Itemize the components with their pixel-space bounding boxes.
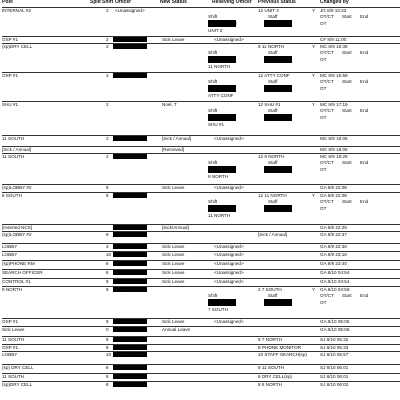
ot-ct-label: OT/CT [320,79,334,84]
relieving-cell: <Unassigned> [214,136,244,141]
post-cell: (sp)DRY CELL [2,382,33,387]
shift-cell: 8 [106,319,109,324]
post-cell: (sp)LOBBY #2 [2,232,32,237]
redacted-block [208,166,236,173]
changed-by-cell: JG 8/9 10:22 [320,8,347,13]
changed-by-cell: SJ 8/10 05:57 [320,352,349,357]
previous-status-cell: 8 PHONE MONITOR [258,345,302,350]
end-label: End [360,50,369,55]
post-cell: [Sick / Annual] [2,147,32,152]
shift-cell: 8 [106,279,109,284]
changed-by-cell: MC 8/9 18:05 [320,136,348,141]
shift-cell: 8 [106,287,109,292]
detail-label: Shift [208,79,218,84]
previous-status-cell: 12 9 NORTH [258,154,285,159]
detail-label: 11 NORTH [208,64,231,69]
shift-cell: 8 [106,261,109,266]
ot-ct-label: OT/CT [320,14,334,19]
end-label: End [360,108,369,113]
detail-label: Shift [208,108,218,113]
redacted-block [113,136,147,141]
detail-value: Staff [268,14,278,19]
ot-label: OT [320,206,327,211]
previous-status-cell: 8 11 SOUTH [258,365,284,370]
shift-cell: 8 [106,337,109,342]
post-cell: [Inserted NCS] [2,225,33,230]
end-label: End [360,14,369,19]
previous-status-cell: 12 ATTY CONF [258,73,290,78]
change-mark-cell: Y [312,193,316,198]
col-header-shift: Shift [102,0,114,5]
post-cell: OSP #1 [2,319,19,324]
new-status-cell: Sick Leave [162,270,185,275]
redacted-block [264,205,292,212]
officer-cell: <Unassigned> [115,337,145,342]
previous-status-cell: 2 7 SOUTH [258,287,282,292]
changed-by-cell: GA 8/10 04:54 [320,270,350,275]
changed-by-cell: MC 8/9 18:05 [320,147,348,152]
previous-status-cell: 8 DRY CELL(sp) [258,374,293,379]
previous-status-cell: 10 STAFF SEARCH(sp) [258,352,307,357]
post-cell: OSP #1 [2,345,19,350]
changed-by-cell: MC 8/9 16:59 [320,73,348,78]
redacted-block [113,225,147,230]
end-label: End [360,79,369,84]
start-label: Start [342,199,352,204]
start-label: Start [342,160,352,165]
shift-cell: 8 [106,232,109,237]
post-cell: (sp)PHONE RM [2,261,35,266]
officer-cell: <Unassigned> [115,365,145,370]
post-cell: LOBBY [2,352,18,357]
changed-by-cell: SJ 8/10 06:01 [320,365,349,370]
officer-cell: <Unassigned> [115,44,145,49]
ot-label: OT [320,167,327,172]
officer-cell: <Unassigned> [115,374,145,379]
post-cell: OSP #1 [2,37,19,42]
post-cell: (sp)DRY CELL [2,44,33,49]
redacted-block [208,56,236,63]
redacted-block [208,85,236,92]
redacted-block [113,244,147,249]
changed-by-cell: GA 8/9 22:08 [320,185,347,190]
col-header-previous-status: Previous Status [258,0,296,5]
changed-by-cell: SJ 8/10 06:02 [320,382,349,387]
post-cell: SEARCH OFFICER [2,270,43,275]
previous-status-cell: 8 7 NORTH [258,337,282,342]
officer-cell: <Unassigned> [115,287,145,292]
new-status-cell: Sick Leave [162,252,185,257]
officer-cell: <Unassigned> [115,193,145,198]
col-header-split: Split [90,0,101,5]
detail-label: ATTY CONF [208,93,234,98]
redacted-block [208,299,236,306]
change-mark-cell: Y [312,102,316,107]
changed-by-cell: GA 8/9 23:18 [320,252,347,257]
change-mark-cell: Y [312,8,316,13]
detail-label: 11 NORTH [208,213,231,218]
detail-value: Staff [268,50,278,55]
post-cell: 11 SOUTH [2,374,25,379]
post-cell: (sp) DRY CELL [2,365,34,370]
detail-value: Staff [268,293,278,298]
changed-by-cell: GA 8/10 05:06 [320,327,350,332]
redacted-block [208,114,236,121]
redacted-block [208,205,236,212]
shift-cell: 8 [106,382,109,387]
changed-by-cell: GA 8/10 04:54 [320,279,350,284]
change-mark-cell: Y [312,44,316,49]
post-cell: LOBBY [2,244,18,249]
col-header-changed-by: Changed by [320,0,349,5]
changed-by-cell: SJ 8/10 06:01 [320,374,349,379]
redacted-block [264,56,292,63]
ot-label: OT [320,300,327,305]
new-status-cell: Sick Leave [162,279,185,284]
redacted-block [264,20,292,27]
detail-label: Shift [208,50,218,55]
shift-cell: 0 [106,327,109,332]
redacted-block [264,114,292,121]
redacted-block [113,327,147,332]
relieving-cell: <Unassigned> [214,279,244,284]
changed-by-cell: GA 8/9 22:37 [320,232,347,237]
ot-label: OT [320,115,327,120]
shift-cell: 8 [106,193,109,198]
shift-cell: 10 [106,252,112,257]
ot-ct-label: OT/CT [320,108,334,113]
redacted-block [113,261,147,266]
relieving-cell: <Unassigned> [214,261,244,266]
previous-status-cell: 12 11 NORTH [258,193,287,198]
post-cell: 5 SOUTH [2,193,22,198]
shift-cell: 2 [106,154,109,159]
change-mark-cell: Y [312,73,316,78]
officer-cell: <Unassigned> [115,8,145,13]
previous-status-cell: 8 5 NORTH [258,382,282,387]
previous-status-cell: 12 SHU #1 [258,102,281,107]
relieving-cell: <Unassigned> [214,37,244,42]
new-status-cell: Sick Leave [162,319,185,324]
detail-value: Staff [268,79,278,84]
shift-cell: 2 [106,8,109,13]
redacted-block [113,37,147,42]
shift-cell: 10 [106,352,112,357]
start-label: Start [342,50,352,55]
end-label: End [360,160,369,165]
relieving-cell: <Unassigned> [214,244,244,249]
post-cell: 11 SOUTH [2,154,25,159]
new-status-cell: Annual Leave [162,327,191,332]
relieving-cell: <Unassigned> [214,185,244,190]
detail-label: UNIT 2 [208,28,223,33]
officer-cell: <Unassigned> [115,352,145,357]
shift-cell: 2 [106,102,109,107]
new-status-cell: [Sick/Annual] [162,225,189,230]
detail-label: Shift [208,160,218,165]
post-cell: 11 SOUTH [2,337,25,342]
redacted-block [113,319,147,324]
post-cell: Sick Leave [2,327,25,332]
changed-by-cell: GA 8/9 22:28 [320,225,347,230]
shift-cell: 8 [106,345,109,350]
redacted-block [264,299,292,306]
redacted-block [113,252,147,257]
start-label: Start [342,293,352,298]
detail-label: Shift [208,14,218,19]
changed-by-cell: GA 8/10 05:05 [320,319,350,324]
detail-label: SHU #1 [208,122,225,127]
new-status-cell: Sick Leave [162,261,185,266]
previous-status-cell: 8 11 NORTH [258,44,285,49]
previous-status-cell: 12 UNIT 2 [258,8,279,13]
relieving-cell: <Unassigned> [214,270,244,275]
officer-cell: <Unassigned> [115,382,145,387]
post-cell: 9 NORTH [2,287,23,292]
redacted-block [208,20,236,27]
ot-ct-label: OT/CT [320,293,334,298]
detail-value: Staff [268,199,278,204]
post-cell: OSP #1 [2,73,19,78]
new-status-cell: Sick Leave [162,37,185,42]
relieving-cell: <Unassigned> [214,319,244,324]
detail-label: 9 NORTH [208,174,229,179]
shift-cell: 8 [106,365,109,370]
new-status-cell: [Removed] [162,147,185,152]
post-cell: SHU #1 [2,102,19,107]
changed-by-cell: MC 8/9 18:29 [320,154,348,159]
new-status-cell: Sick Leave [162,244,185,249]
detail-label: 7 SOUTH [208,307,228,312]
redacted-block [113,270,147,275]
redacted-block [264,166,292,173]
officer-cell: <Unassigned> [115,154,145,159]
changed-by-cell: GA 8/10 04:59 [320,287,350,292]
shift-cell: 3 [106,244,109,249]
officer-cell: <Unassigned> [115,73,145,78]
ot-label: OT [320,86,327,91]
ot-ct-label: OT/CT [320,160,334,165]
ot-label: OT [320,21,327,26]
detail-label: Shift [208,293,218,298]
ot-ct-label: OT/CT [320,199,334,204]
shift-cell: 8 [106,185,109,190]
post-cell: 11 SOUTH [2,136,25,141]
col-header-relieving-officer: Relieving Officer [212,0,252,5]
shift-cell: 2 [106,73,109,78]
new-status-cell: Noel, T [162,102,177,107]
end-label: End [360,293,369,298]
shift-cell: 2 [106,44,109,49]
officer-cell: <Unassigned> [115,345,145,350]
ot-label: OT [320,57,327,62]
post-cell: LOBBY [2,252,18,257]
changed-by-cell: SJ 8/10 05:33 [320,345,349,350]
new-status-cell: [Sick / Annual] [162,136,192,141]
post-cell: (sp)LOBBY #2 [2,185,32,190]
changed-by-cell: GA 8/9 22:08 [320,193,347,198]
start-label: Start [342,79,352,84]
col-header-officer: Officer [115,0,132,5]
post-cell: CONTROL #1 [2,279,31,284]
col-header-post: Post [2,0,13,5]
redacted-block [113,232,147,237]
redacted-block [113,279,147,284]
shift-cell: 8 [106,270,109,275]
detail-value: Staff [268,108,278,113]
change-mark-cell: Y [312,287,316,292]
new-status-cell: Sick Leave [162,185,185,190]
detail-label: Shift [208,199,218,204]
shift-cell: 8 [106,374,109,379]
col-header-new-status: New Status [160,0,187,5]
start-label: Start [342,108,352,113]
changed-by-cell: GA 8/9 23:40 [320,261,347,266]
start-label: Start [342,14,352,19]
previous-status-cell: [Sick / Annual] [258,232,288,237]
post-cell: INTERNAL #2 [2,8,31,13]
changed-by-cell: GA 8/9 22:38 [320,244,347,249]
ot-ct-label: OT/CT [320,50,334,55]
changed-by-cell: SJ 8/10 05:32 [320,337,349,342]
detail-value: Staff [268,160,278,165]
shift-cell: 2 [106,37,109,42]
end-label: End [360,199,369,204]
changed-by-cell: MC 8/9 16:39 [320,44,348,49]
changed-by-cell: MC 8/9 17:19 [320,102,348,107]
shift-cell: 2 [106,136,109,141]
changed-by-cell: CF 8/9 11:00 [320,37,347,42]
relieving-cell: <Unassigned> [214,252,244,257]
redacted-block [264,85,292,92]
